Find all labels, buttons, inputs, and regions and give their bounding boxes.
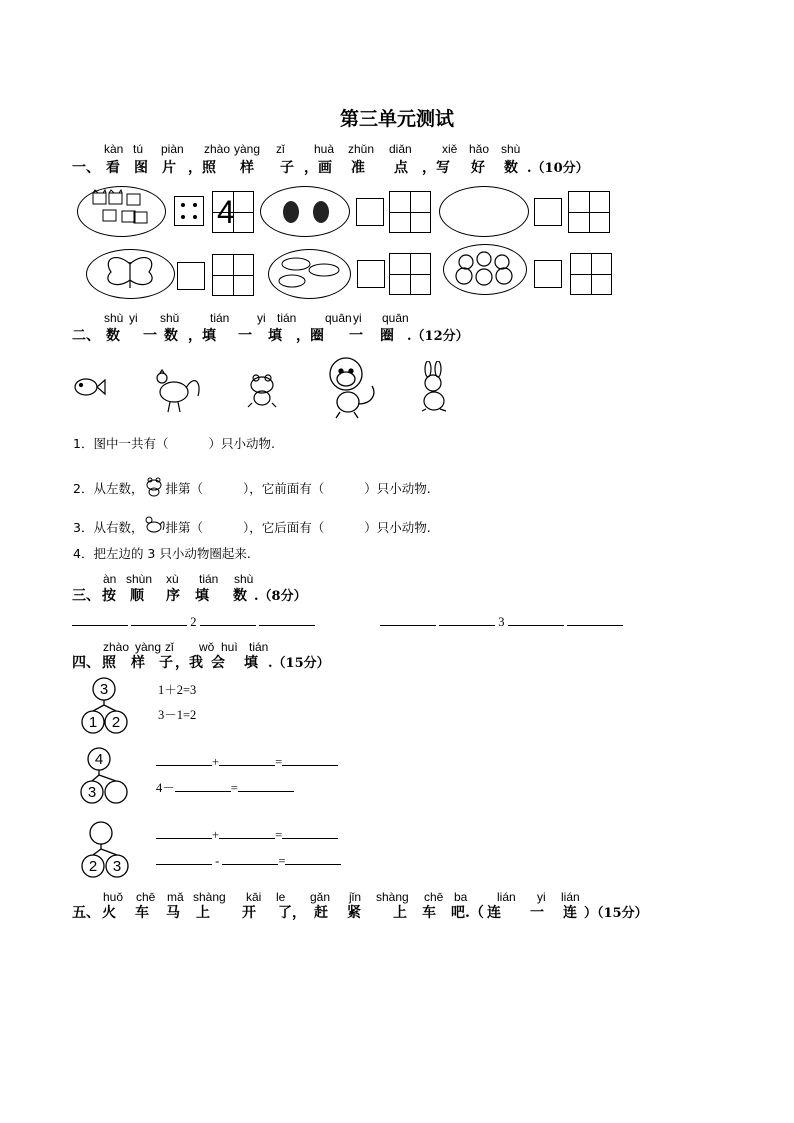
equation-3-add: + = bbox=[156, 825, 338, 843]
equation-blank[interactable] bbox=[285, 851, 341, 865]
sequence-blank[interactable] bbox=[259, 612, 315, 626]
leaves-icon bbox=[269, 250, 350, 298]
answer-box-1b[interactable] bbox=[356, 198, 384, 226]
equation-blank[interactable] bbox=[238, 778, 294, 792]
equation-blank[interactable] bbox=[219, 825, 275, 839]
oranges-icon bbox=[444, 245, 526, 294]
monkey-icon bbox=[322, 354, 382, 420]
sequence-row-1: 2 bbox=[72, 612, 315, 630]
sec2-heading: 二、 数 一 数 ，填 一 填 ，圈 一 圈 .（12分） bbox=[72, 328, 469, 344]
bond-left: 1 bbox=[88, 714, 98, 731]
bond-top: 3 bbox=[99, 681, 109, 698]
sequence-blank[interactable] bbox=[380, 612, 436, 626]
sequence-blank[interactable] bbox=[131, 612, 187, 626]
fish-icon bbox=[72, 372, 106, 402]
page-title: 第三单元测试 bbox=[339, 108, 454, 130]
cats-oval bbox=[77, 186, 166, 237]
sec3-heading: 三、 按 顺 序 填 数 .（8分） bbox=[72, 588, 307, 604]
sec4-heading: 四、 照 样 子 ，我 会 填 .（15分） bbox=[72, 655, 330, 671]
example-equation-sub: 3－1=2 bbox=[158, 708, 197, 722]
butterfly-icon bbox=[87, 250, 174, 298]
answer-box-2c[interactable] bbox=[534, 260, 562, 288]
frog-icon bbox=[246, 371, 278, 409]
strawberries-oval bbox=[260, 186, 350, 237]
sequence-blank[interactable] bbox=[72, 612, 128, 626]
sequence-blank[interactable] bbox=[439, 612, 495, 626]
answer-grid-2a[interactable] bbox=[212, 254, 254, 296]
number-bond-2 bbox=[80, 746, 130, 806]
bond-top: 4 bbox=[94, 751, 104, 768]
four-dots-icon bbox=[175, 197, 203, 225]
oranges-oval bbox=[443, 244, 527, 295]
answer-grid-1b[interactable] bbox=[389, 191, 431, 233]
equation-blank[interactable] bbox=[219, 752, 275, 766]
equation-3-sub: - = bbox=[156, 851, 341, 869]
answer-grid-1c[interactable] bbox=[568, 191, 610, 233]
empty-oval bbox=[439, 186, 529, 237]
sequence-blank[interactable] bbox=[567, 612, 623, 626]
answer-box-2a[interactable] bbox=[177, 262, 205, 290]
cats-icon bbox=[78, 187, 165, 236]
bond-right: 3 bbox=[112, 858, 122, 875]
question-2-4: 4．把左边的 3 只小动物圈起来. bbox=[73, 546, 251, 561]
sec1-heading: 一、 看 图 片 ，照 样 子 ，画 准 点 ，写 好 数 .（10分） bbox=[72, 160, 589, 176]
number-bond-3 bbox=[80, 820, 130, 880]
sequence-blank[interactable] bbox=[508, 612, 564, 626]
sequence-row-2: 3 bbox=[380, 612, 623, 630]
bond-left: 2 bbox=[88, 858, 98, 875]
rooster-icon bbox=[143, 514, 165, 536]
leaves-oval bbox=[268, 249, 351, 299]
example-equation-add: 1＋2=3 bbox=[158, 683, 197, 697]
equation-blank[interactable] bbox=[282, 825, 338, 839]
equation-blank[interactable] bbox=[156, 851, 212, 865]
number-bond-example bbox=[80, 676, 130, 736]
butterfly-oval bbox=[86, 249, 175, 299]
equation-blank[interactable] bbox=[222, 851, 278, 865]
bond-left: 3 bbox=[87, 784, 97, 801]
equation-blank[interactable] bbox=[156, 752, 212, 766]
answer-box-2b[interactable] bbox=[357, 260, 385, 288]
sec5-heading: 五、 火 车 马 上 开 了， 赶 紧 上 车 吧 .（ 连 一 连 ）（15分） bbox=[72, 905, 648, 921]
sequence-blank[interactable] bbox=[200, 612, 256, 626]
equation-blank[interactable] bbox=[156, 825, 212, 839]
answer-box-1c[interactable] bbox=[534, 198, 562, 226]
question-2-1: 1．图中一共有（ ）只小动物. bbox=[73, 436, 275, 451]
strawberry-icon bbox=[261, 187, 349, 236]
rooster-icon bbox=[150, 368, 205, 413]
dots-box bbox=[174, 196, 204, 226]
frog-icon bbox=[143, 475, 165, 497]
question-2-2: 2．从左数， 排第（ ），它前面有（ ）只小动物. bbox=[73, 475, 431, 497]
sample-number-grid: 4 bbox=[212, 191, 254, 233]
equation-blank[interactable] bbox=[282, 752, 338, 766]
answer-grid-2c[interactable] bbox=[570, 253, 612, 295]
rabbit-icon bbox=[416, 361, 452, 413]
bond-right: 2 bbox=[111, 714, 121, 731]
equation-2-sub: 4－ = bbox=[156, 778, 294, 796]
answer-grid-2b[interactable] bbox=[389, 253, 431, 295]
equation-blank[interactable] bbox=[175, 778, 231, 792]
question-2-3: 3．从右数， 排第（ ），它后面有（ ）只小动物. bbox=[73, 514, 431, 536]
equation-2-add: + = bbox=[156, 752, 338, 770]
